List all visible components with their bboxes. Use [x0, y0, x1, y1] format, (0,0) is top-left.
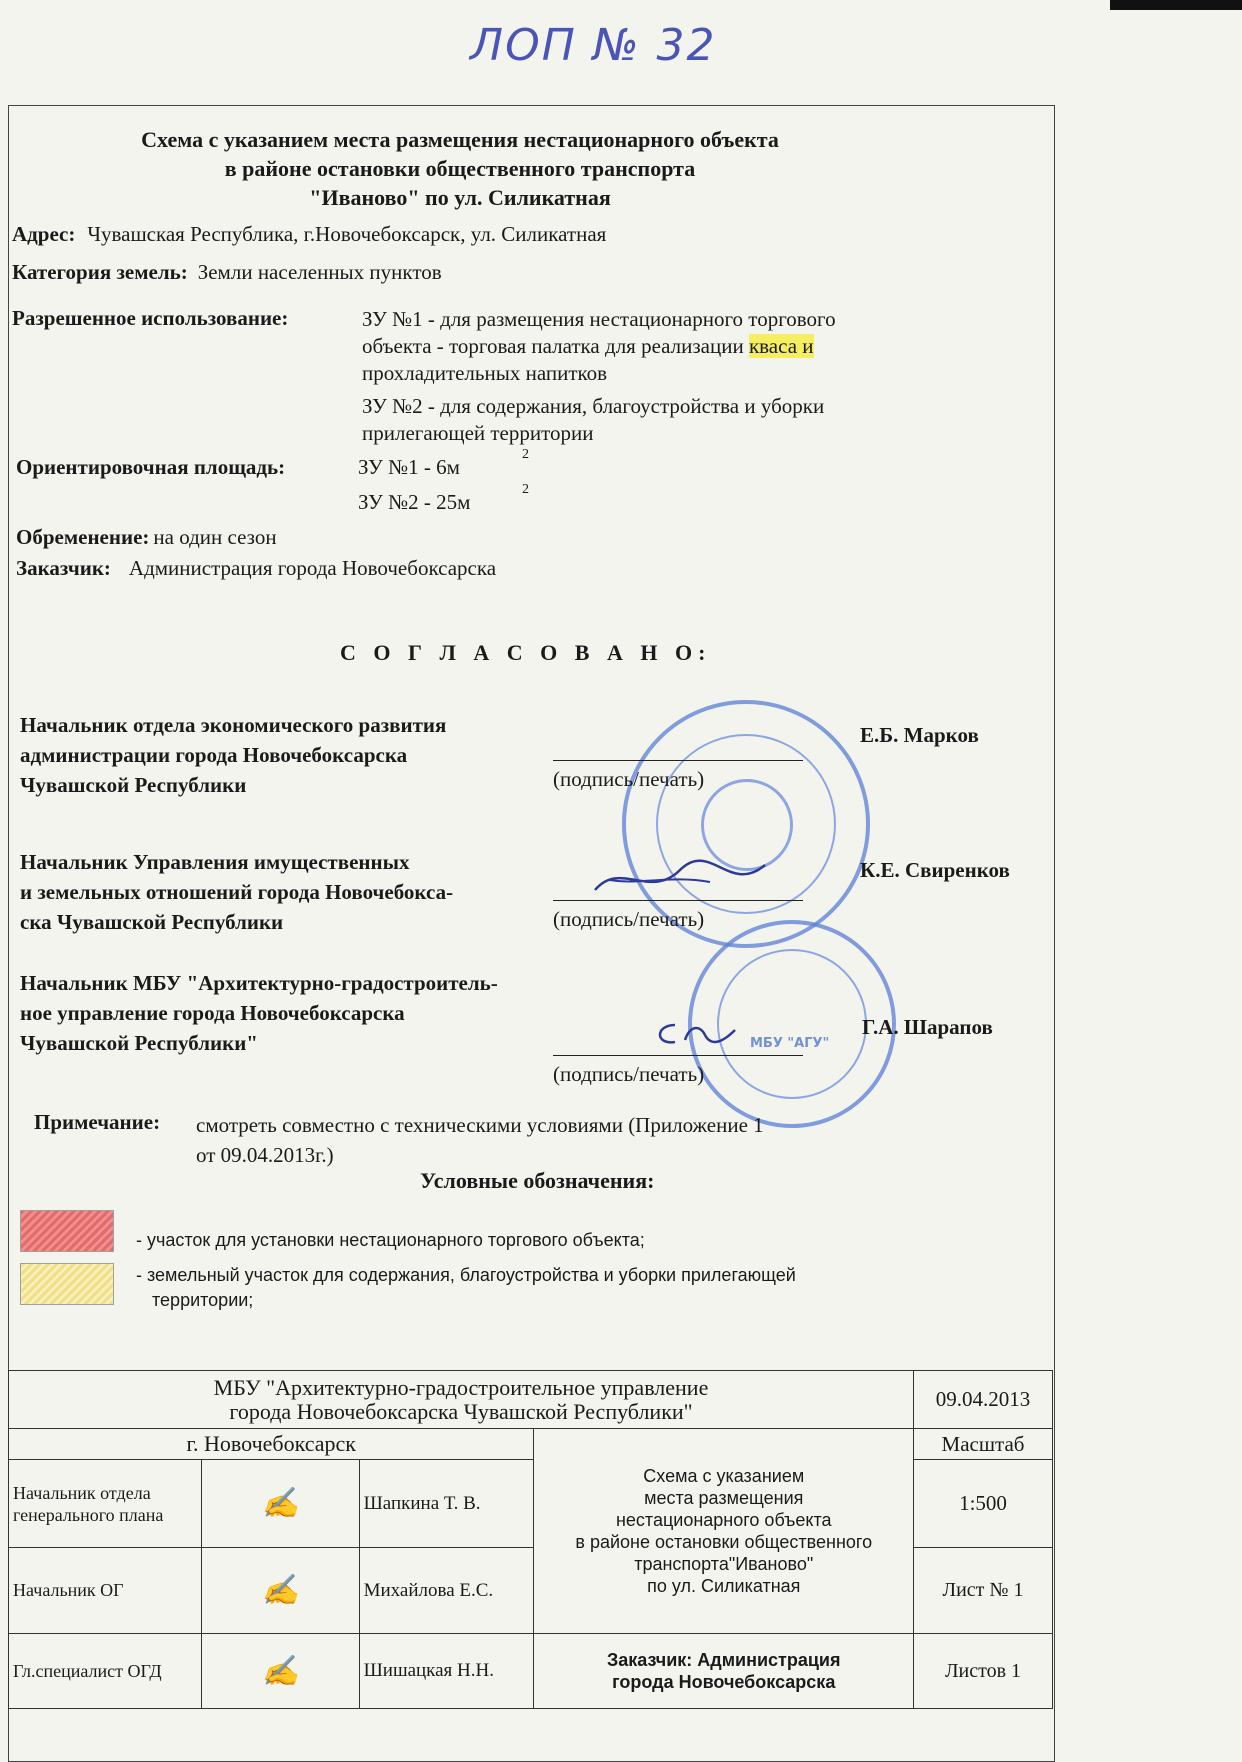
encumbrance-row	[16, 525, 277, 550]
note-line-2: от 09.04.2013г.)	[196, 1143, 334, 1167]
signature-caption-2: (подпись/печать)	[553, 907, 705, 931]
document-title	[40, 125, 880, 212]
category-label: Категория земель:	[12, 260, 188, 284]
usage-line-2a: объекта - торговая палатка для реализации	[362, 334, 749, 358]
signatory-1-pos-line-3: Чувашской Республики	[20, 773, 247, 797]
row-3-signature: ✍	[201, 1634, 359, 1709]
usage-line-5: прилегающей территории	[362, 421, 594, 445]
stamp-label: МБУ "АГУ"	[750, 1036, 830, 1051]
customer-row	[16, 556, 496, 581]
note-text	[196, 1110, 764, 1170]
address-row	[12, 222, 606, 247]
legend-text-1: - участок для установки нестационарного торгового объекта;	[136, 1230, 645, 1250]
signature-caption-1: (подпись/печать)	[553, 767, 705, 791]
sheet-number-cell: Лист № 1	[914, 1548, 1053, 1634]
legend-text-2	[136, 1263, 796, 1313]
category-row	[12, 260, 442, 285]
legend-text-2-line-1: - земельный участок для содержания, благоустройства и уборки прилегающей	[136, 1265, 796, 1285]
row-2-role: Начальник ОГ	[9, 1548, 202, 1634]
customer-line-1: Заказчик: Администрация	[606, 1650, 841, 1670]
usage-highlight: кваса и	[748, 334, 814, 358]
address-value: Чувашская Республика, г.Новочебоксарск, ул. Силикатная	[87, 222, 607, 246]
desc-line-4: в районе остановки общественного	[575, 1532, 873, 1552]
row-1-signature: ✍	[201, 1460, 359, 1548]
legend-title: Условные обозначения:	[420, 1168, 655, 1193]
note-label: Примечание:	[34, 1110, 161, 1134]
handwritten-note: ЛОП № 32	[470, 20, 717, 71]
title-line-3: "Иваново" по ул. Силикатная	[309, 185, 611, 210]
signature-line-3	[553, 1055, 803, 1056]
city-cell: г. Новочебоксарск	[9, 1429, 534, 1460]
signatory-3-pos-line-3: Чувашской Республики"	[20, 1031, 258, 1055]
signatory-2-pos-line-1: Начальник Управления имущественных	[20, 850, 410, 874]
signatory-1-pos-line-2: администрации города Новочебоксарска	[20, 743, 408, 767]
address-label: Адрес:	[12, 222, 76, 246]
organization-line-2: города Новочебоксарска Чувашской Республики"	[229, 1398, 693, 1424]
scale-value-cell: 1:500	[914, 1460, 1053, 1548]
drawing-description-cell	[534, 1429, 914, 1634]
encumbrance-label: Обременение:	[16, 525, 150, 549]
usage-value	[362, 306, 836, 447]
customer-cell	[534, 1634, 914, 1709]
organization-line-1: МБУ "Архитектурно-градостроительное управление	[213, 1374, 709, 1400]
signature-caption-3: (подпись/печать)	[553, 1062, 705, 1086]
signatory-2-position	[20, 847, 453, 937]
signatory-3-position	[20, 968, 498, 1058]
category-value: Земли населенных пунктов	[197, 260, 442, 284]
encumbrance-value: на один сезон	[153, 525, 277, 549]
desc-line-2: места размещения	[644, 1488, 804, 1508]
title-line-1: Схема с указанием места размещения нестационарного объекта	[141, 127, 779, 152]
signatory-3-pos-line-1: Начальник МБУ "Архитектурно-градостроитель-	[20, 971, 498, 995]
signature-2-scribble	[590, 850, 770, 910]
title-block-table	[8, 1370, 1053, 1709]
usage-line-2	[362, 333, 836, 360]
row-3-name: Шишацкая Н.Н.	[359, 1634, 534, 1709]
area-label: Ориентировочная площадь:	[16, 455, 286, 479]
usage-line-1: ЗУ №1 - для размещения нестационарного торгового	[362, 307, 836, 331]
area-sup-1: 2	[522, 447, 529, 462]
desc-line-6: по ул. Силикатная	[647, 1576, 801, 1596]
usage-label: Разрешенное использование:	[12, 306, 289, 330]
scale-label-cell: Масштаб	[914, 1429, 1053, 1460]
note-line-1: смотреть совместно с техническими условиями (Приложение 1	[196, 1113, 764, 1137]
legend-text-2-line-2: территории;	[152, 1290, 254, 1310]
area-line-2: ЗУ №2 - 25м	[358, 490, 471, 514]
desc-line-5: транспорта"Иваново"	[634, 1554, 814, 1574]
signature-line-1	[553, 760, 803, 761]
customer-line-2: города Новочебоксарска	[612, 1672, 836, 1692]
signatory-1-position	[20, 710, 446, 800]
usage-line-3: прохладительных напитков	[362, 361, 608, 385]
area-line-1: ЗУ №1 - 6м	[358, 455, 460, 479]
date-cell: 09.04.2013	[914, 1371, 1053, 1429]
signatory-2-pos-line-3: ска Чувашской Республики	[20, 910, 284, 934]
legend-swatch-yellow	[20, 1263, 114, 1305]
row-1-role-line-2: генерального плана	[13, 1504, 164, 1525]
area-sup-2: 2	[522, 482, 529, 497]
agreed-heading: С О Г Л А С О В А Н О:	[340, 640, 712, 665]
customer-label: Заказчик:	[16, 556, 111, 580]
sheets-count-cell: Листов 1	[914, 1634, 1053, 1709]
row-1-role-line-1: Начальник отдела	[13, 1482, 151, 1503]
scan-edge	[1110, 0, 1242, 10]
row-3-role: Гл.специалист ОГД	[9, 1634, 202, 1709]
row-1-role	[9, 1460, 202, 1548]
signature-3-scribble	[650, 1010, 740, 1055]
signatory-3-pos-line-2: ное управление города Новочебоксарска	[20, 1001, 405, 1025]
signatory-2-pos-line-2: и земельных отношений города Новочебокса-	[20, 880, 454, 904]
signatory-3-name: Г.А. Шарапов	[862, 1015, 993, 1039]
desc-line-3: нестационарного объекта	[615, 1510, 832, 1530]
signatory-1-pos-line-1: Начальник отдела экономического развития	[20, 713, 447, 737]
title-line-2: в районе остановки общественного транспорта	[224, 156, 696, 181]
signatory-2-name: К.Е. Свиренков	[860, 858, 1010, 882]
row-1-name: Шапкина Т. В.	[359, 1460, 534, 1548]
usage-line-4: ЗУ №2 - для содержания, благоустройства и уборки	[362, 394, 825, 418]
desc-line-1: Схема с указанием	[643, 1466, 805, 1486]
legend-swatch-red	[20, 1210, 114, 1252]
organization-cell	[9, 1371, 914, 1429]
customer-value: Администрация города Новочебоксарска	[128, 556, 497, 580]
row-2-signature: ✍	[201, 1548, 359, 1634]
row-2-name: Михайлова Е.С.	[359, 1548, 534, 1634]
signatory-1-name: Е.Б. Марков	[860, 723, 979, 747]
